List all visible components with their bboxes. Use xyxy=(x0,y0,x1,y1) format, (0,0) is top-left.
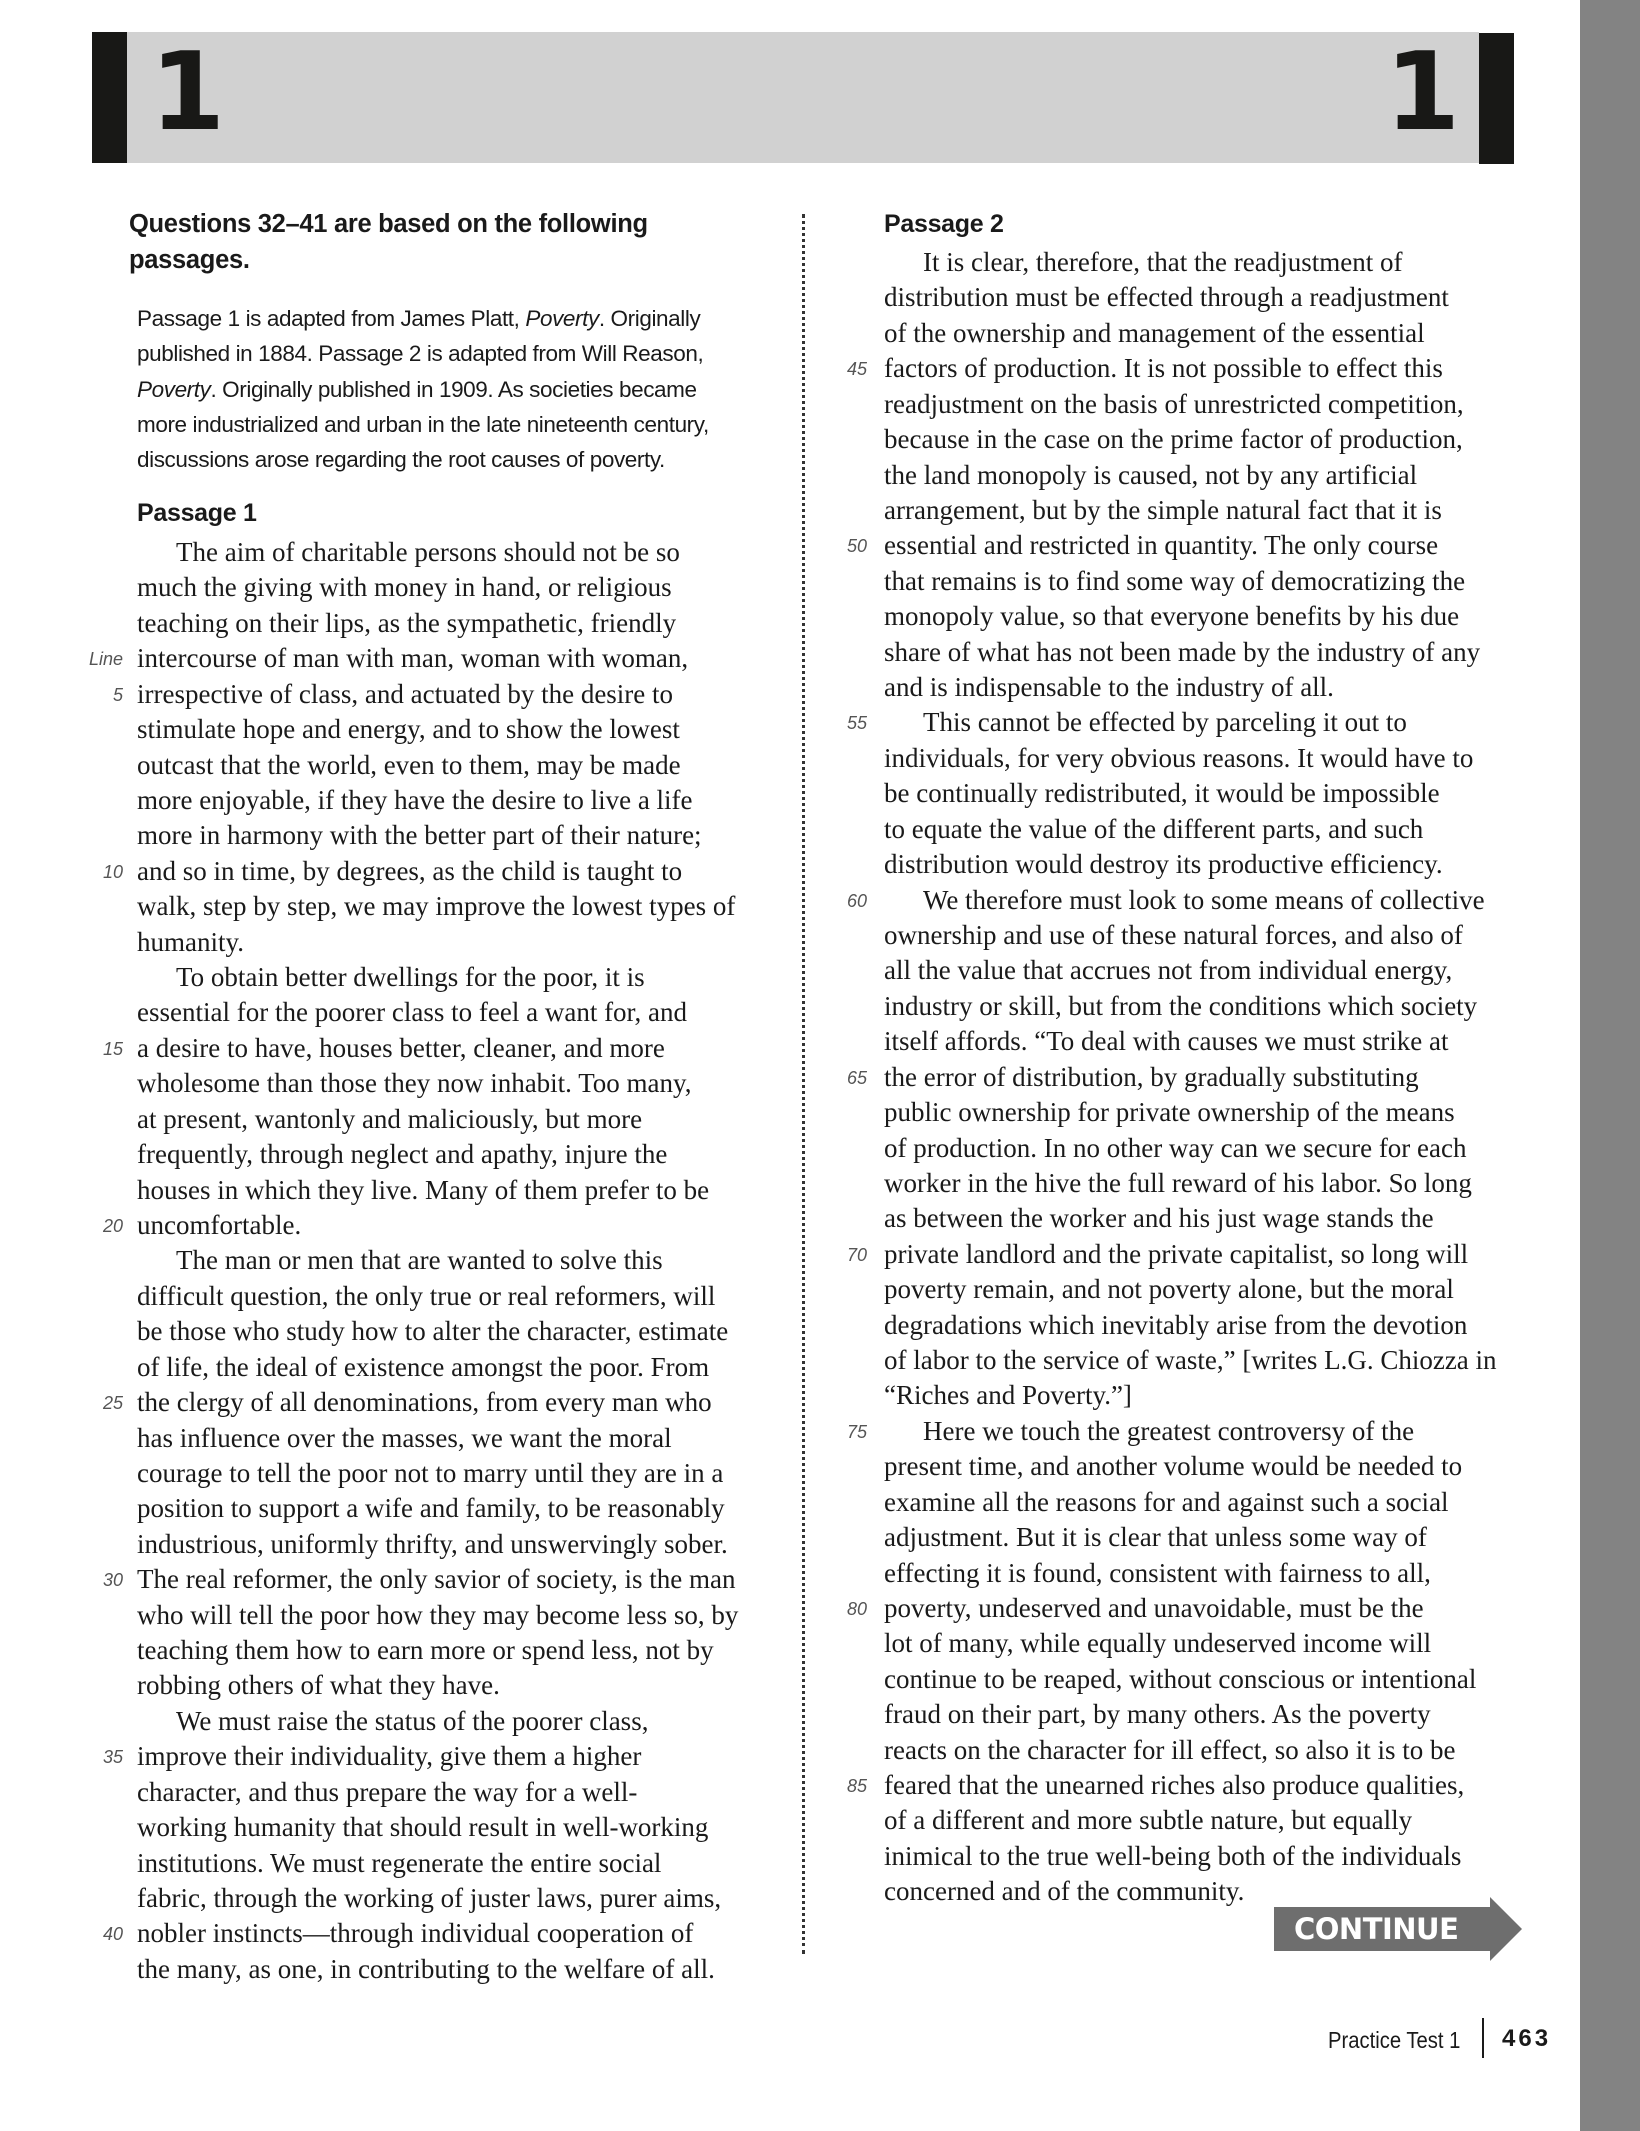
passage-source-note xyxy=(137,301,777,477)
passage-line xyxy=(137,1668,500,1703)
passage-line-text: factors of production. It is not possible to effect this xyxy=(884,353,1443,384)
passage-line-text: industrious, uniformly thrifty, and unswervingly sober. xyxy=(137,1528,728,1559)
passage-line-text: We must raise the status of the poorer class, xyxy=(176,1705,649,1736)
passage-line-text: To obtain better dwellings for the poor, it is xyxy=(176,962,645,993)
passage-line-text: to equate the value of the different parts, and such xyxy=(884,813,1424,844)
passage-line xyxy=(137,1385,712,1420)
source-note-italic-title: Poverty xyxy=(137,376,211,402)
section-header-block-left xyxy=(92,32,127,163)
passage-line-text: The man or men that are wanted to solve this xyxy=(176,1245,663,1276)
passage-line xyxy=(137,818,702,853)
passage-line-text: arrangement, but by the simple natural fact that it is xyxy=(884,494,1442,525)
line-number: 35 xyxy=(102,1747,123,1768)
passage-line-text: readjustment on the basis of unrestricted competition, xyxy=(884,388,1464,419)
source-note-text: more industrialized and urban in the late nineteenth century, xyxy=(137,411,709,437)
passage-line-text: distribution would destroy its productive efficiency. xyxy=(884,849,1443,880)
passage-line xyxy=(884,1131,1467,1166)
passage-line xyxy=(884,1839,1461,1874)
passage-line-text: examine all the reasons for and against such a social xyxy=(884,1486,1449,1517)
passage-line-text: “Riches and Poverty.”] xyxy=(884,1380,1132,1411)
column-divider xyxy=(802,214,805,1954)
section-number-left: 1 xyxy=(150,30,226,155)
passage-line-text: continue to be reaped, without conscious or intentional xyxy=(884,1663,1477,1694)
passage-line-text: character, and thus prepare the way for a well- xyxy=(137,1776,638,1807)
passage-2-heading: Passage 2 xyxy=(884,210,1004,238)
passage-line xyxy=(884,1449,1462,1484)
passage-line-text: teaching them how to earn more or spend less, not by xyxy=(137,1635,714,1666)
passage-line-text: lot of many, while equally undeserved income will xyxy=(884,1628,1432,1659)
line-number: 65 xyxy=(846,1067,867,1088)
passage-line xyxy=(884,1272,1454,1307)
passage-line-text: of life, the ideal of existence amongst the poor. From xyxy=(137,1351,710,1382)
source-note-text: Passage 1 is adapted from James Platt, xyxy=(137,306,526,331)
passage-line xyxy=(884,1803,1412,1838)
passage-line-text: Here we touch the greatest controversy of the xyxy=(923,1415,1415,1446)
passage-line xyxy=(884,528,1438,563)
passage-line xyxy=(137,606,676,641)
passage-line-text: much the giving with money in hand, or religious xyxy=(137,572,672,603)
passage-line xyxy=(884,1556,1431,1591)
passage-line xyxy=(884,953,1452,988)
passage-line xyxy=(884,493,1442,528)
passage-line-text: at present, wantonly and maliciously, but more xyxy=(137,1103,643,1134)
passage-line xyxy=(137,1243,663,1278)
passage-line xyxy=(137,925,244,960)
passage-line xyxy=(884,635,1480,670)
passage-line-text: who will tell the poor how they may become less so, by xyxy=(137,1599,739,1630)
passage-line xyxy=(137,960,645,995)
passage-line xyxy=(884,1662,1476,1697)
passage-line-text: The aim of charitable persons should not be so xyxy=(176,537,680,567)
section-header-block-right xyxy=(1479,33,1514,164)
passage-line-text: frequently, through neglect and apathy, injure the xyxy=(137,1139,668,1170)
passage-line xyxy=(137,1810,708,1845)
line-number: 80 xyxy=(846,1598,867,1619)
passage-line xyxy=(137,1491,725,1526)
passage-line-text: We therefore must look to some means of collective xyxy=(923,884,1485,915)
line-number: 70 xyxy=(846,1244,867,1265)
passage-line xyxy=(884,1166,1472,1201)
passage-line xyxy=(137,712,680,747)
passage-line xyxy=(884,812,1423,847)
passage-line xyxy=(137,677,673,712)
passage-line-text: the error of distribution, by gradually substituting xyxy=(884,1061,1419,1092)
source-note-italic-title: Poverty xyxy=(525,306,599,331)
passage-line-text: private landlord and the private capitalist, so long will xyxy=(884,1238,1469,1269)
passage-line xyxy=(137,1350,709,1385)
source-note-text: published in 1884. Passage 2 is adapted from Will Reason, xyxy=(137,341,704,367)
passage-line xyxy=(884,670,1334,705)
passage-line xyxy=(884,1343,1497,1378)
passage-line-text: present time, and another volume would be needed to xyxy=(884,1451,1463,1482)
passage-line-text: teaching on their lips, as the sympathetic, friendly xyxy=(137,607,677,638)
passage-line-text: irrespective of class, and actuated by the desire to xyxy=(137,678,674,709)
passage-line-text: and so in time, by degrees, as the child is taught to xyxy=(137,855,683,886)
passage-line xyxy=(137,641,688,676)
passage-line-text: nobler instincts—through individual cooperation of xyxy=(137,1918,694,1949)
passage-line-text: It is clear, therefore, that the readjustment of xyxy=(923,247,1403,277)
passage-line-text: of a different and more subtle nature, but equally xyxy=(884,1805,1413,1836)
passage-line-text: of labor to the service of waste,” [writes L.G. Chiozza in xyxy=(884,1345,1497,1376)
source-note-line xyxy=(137,301,777,336)
line-number: 15 xyxy=(102,1038,123,1059)
line-number: 60 xyxy=(846,890,867,911)
passage-line xyxy=(884,458,1417,493)
passage-line-text: humanity. xyxy=(137,926,244,957)
line-number: 10 xyxy=(102,861,123,882)
passage-line xyxy=(884,1024,1448,1059)
passage-line xyxy=(137,854,682,889)
passage-line-text: position to support a wife and family, to be reasonably xyxy=(137,1493,725,1524)
passage-line-text: a desire to have, houses better, cleaner, and more xyxy=(137,1032,665,1063)
passage-line xyxy=(137,1102,642,1137)
source-note-line xyxy=(137,336,777,371)
line-number: 75 xyxy=(846,1421,867,1442)
passage-line xyxy=(884,1378,1132,1413)
passage-line xyxy=(884,316,1425,351)
passage-line-text: ownership and use of these natural forces, and also of xyxy=(884,919,1463,950)
passage-line xyxy=(884,1697,1431,1732)
line-number: 25 xyxy=(102,1393,123,1414)
questions-intro-title: Questions 32–41 are based on the following passages. xyxy=(129,210,648,274)
passage-line xyxy=(137,1562,735,1597)
passage-line-text: be those who study how to alter the character, estimate xyxy=(137,1316,729,1347)
passage-line-text: inimical to the true well-being both of the individuals xyxy=(884,1840,1462,1871)
passage-line xyxy=(884,1095,1455,1130)
passage-line-text: more in harmony with the better part of their nature; xyxy=(137,820,702,851)
passage-line-text: institutions. We must regenerate the entire social xyxy=(137,1847,662,1878)
passage-line-text: essential and restricted in quantity. The only course xyxy=(884,530,1439,561)
passage-line xyxy=(137,1137,667,1172)
source-note-line xyxy=(137,407,777,442)
passage-line-text: feared that the unearned riches also produce qualities, xyxy=(884,1770,1465,1801)
source-note-text: discussions arose regarding the root causes of poverty. xyxy=(137,447,665,473)
passage-line xyxy=(884,387,1464,422)
passage-line-text: itself affords. “To deal with causes we must strike at xyxy=(884,1026,1449,1057)
passage-line xyxy=(884,1060,1419,1095)
passage-line-text: houses in which they live. Many of them prefer to be xyxy=(137,1174,710,1205)
passage-line-text: essential for the poorer class to feel a want for, and xyxy=(137,997,687,1028)
passage-line-text: improve their individuality, give them a higher xyxy=(137,1741,642,1772)
passage-line xyxy=(884,599,1459,634)
line-number: 30 xyxy=(102,1570,123,1591)
passage-line-text: the land monopoly is caused, not by any artificial xyxy=(884,459,1418,490)
passage-line xyxy=(884,1874,1244,1909)
passage-line-text: fraud on their part, by many others. As the poverty xyxy=(884,1699,1431,1730)
passage-line-text: worker in the hive the full reward of his labor. So long xyxy=(884,1167,1472,1198)
passage-line xyxy=(137,1881,721,1916)
passage-line xyxy=(884,989,1477,1024)
passage-line xyxy=(137,1066,692,1101)
passage-line xyxy=(884,918,1463,953)
passage-line-text: monopoly value, so that everyone benefits by his due xyxy=(884,601,1460,632)
passage-line-text: share of what has not been made by the industry of any xyxy=(884,636,1481,667)
passage-1-heading: Passage 1 xyxy=(137,499,257,527)
passage-line-text: because in the case on the prime factor of production, xyxy=(884,424,1463,455)
passage-line xyxy=(137,1846,661,1881)
passage-line xyxy=(884,1485,1449,1520)
passage-line xyxy=(137,1775,637,1810)
passage-line-text: poverty, undeserved and unavoidable, must be the xyxy=(884,1592,1424,1623)
passage-line xyxy=(884,1768,1464,1803)
passage-line-text: difficult question, the only true or real reformers, will xyxy=(137,1280,716,1311)
passage-line-text: of the ownership and management of the essential xyxy=(884,317,1425,348)
section-header-bar xyxy=(127,32,1479,163)
section-number-right: 1 xyxy=(1385,30,1461,155)
passage-line-text: robbing others of what they have. xyxy=(137,1670,500,1701)
line-number: 45 xyxy=(846,359,867,380)
page-edge-tab xyxy=(1580,0,1640,2131)
passage-line xyxy=(884,1414,1414,1449)
passage-line-text: public ownership for private ownership of the means xyxy=(884,1097,1455,1128)
passage-line xyxy=(137,1916,693,1951)
footer-page-number: 463 xyxy=(1502,2025,1552,2052)
passage-line-text: poverty remain, and not poverty alone, but the moral xyxy=(884,1274,1454,1305)
passage-line xyxy=(884,1591,1424,1626)
passage-line xyxy=(137,1952,715,1987)
passage-line xyxy=(137,748,681,783)
footer-separator xyxy=(1482,2018,1484,2058)
passage-line xyxy=(884,351,1443,386)
passage-line-text: stimulate hope and energy, and to show the lowest xyxy=(137,714,680,745)
passage-line-text: concerned and of the community. xyxy=(884,1876,1245,1907)
passage-line-text: intercourse of man with man, woman with woman, xyxy=(137,643,689,674)
passage-line xyxy=(884,1201,1434,1236)
line-number: 40 xyxy=(102,1924,123,1945)
passage-line-text: uncomfortable. xyxy=(137,1209,302,1240)
passage-line xyxy=(884,564,1465,599)
passage-line xyxy=(137,1704,648,1739)
passage-line xyxy=(137,1208,301,1243)
passage-line xyxy=(884,1308,1467,1343)
line-number: Line xyxy=(88,649,123,670)
passage-line xyxy=(884,883,1485,918)
passage-line-text: that remains is to find some way of democratizing the xyxy=(884,565,1466,596)
passage-line-text: more enjoyable, if they have the desire to live a life xyxy=(137,784,693,815)
passage-line-text: industry or skill, but from the conditions which society xyxy=(884,990,1478,1021)
passage-line xyxy=(137,570,672,605)
passage-line-text: as between the worker and his just wage stands the xyxy=(884,1203,1434,1234)
passage-line-text: effecting it is found, consistent with fairness to all, xyxy=(884,1557,1431,1588)
passage-line xyxy=(137,535,680,570)
source-note-text: . Originally published in 1909. As societies became xyxy=(210,376,697,402)
passage-line-text: working humanity that should result in well-working xyxy=(137,1812,709,1843)
passage-line xyxy=(137,1739,641,1774)
passage-line xyxy=(137,1173,709,1208)
passage-line xyxy=(137,995,687,1030)
line-number: 20 xyxy=(102,1215,123,1236)
passage-line xyxy=(884,705,1407,740)
passage-line-text: fabric, through the working of juster laws, purer aims, xyxy=(137,1882,722,1913)
continue-button[interactable] xyxy=(1274,1897,1522,1961)
passage-line-text: courage to tell the poor not to marry until they are in a xyxy=(137,1457,724,1488)
passage-line-text: distribution must be effected through a readjustment xyxy=(884,282,1449,313)
line-number: 5 xyxy=(112,684,123,705)
passage-line xyxy=(137,1421,672,1456)
passage-line xyxy=(884,245,1402,280)
passage-line xyxy=(137,889,735,924)
line-number: 50 xyxy=(846,536,867,557)
passage-line xyxy=(137,783,693,818)
passage-line-text: has influence over the masses, we want the moral xyxy=(137,1422,672,1453)
passage-line-text: the clergy of all denominations, from every man who xyxy=(137,1387,712,1418)
passage-line xyxy=(884,1733,1456,1768)
passage-line-text: the many, as one, in contributing to the welfare of all. xyxy=(137,1953,715,1984)
passage-line-text: walk, step by step, we may improve the lowest types of xyxy=(137,891,736,922)
continue-label: CONTINUE xyxy=(1294,1912,1459,1946)
passage-line xyxy=(137,1314,728,1349)
passage-line xyxy=(137,1279,715,1314)
passage-line-text: The real reformer, the only savior of society, is the man xyxy=(137,1564,736,1595)
passage-line xyxy=(884,1520,1427,1555)
passage-line-text: of production. In no other way can we secure for each xyxy=(884,1132,1467,1163)
passage-line-text: wholesome than those they now inhabit. Too many, xyxy=(137,1068,692,1099)
passage-line xyxy=(884,280,1449,315)
source-note-text: . Originally xyxy=(598,306,701,331)
passage-line-text: degradations which inevitably arise from the devotion xyxy=(884,1309,1468,1340)
passage-line-text: This cannot be effected by parceling it out to xyxy=(923,707,1407,738)
passage-line xyxy=(884,1626,1431,1661)
line-number: 85 xyxy=(846,1776,867,1797)
passage-line xyxy=(137,1456,723,1491)
line-number: 55 xyxy=(846,713,867,734)
passage-line-text: reacts on the character for ill effect, so also it is to be xyxy=(884,1734,1456,1765)
source-note-line xyxy=(137,442,777,477)
passage-line-text: be continually redistributed, it would be impossible xyxy=(884,778,1440,809)
passage-line-text: and is indispensable to the industry of all. xyxy=(884,672,1334,703)
source-note-line xyxy=(137,372,777,407)
passage-line xyxy=(884,422,1463,457)
passage-line-text: individuals, for very obvious reasons. It would have to xyxy=(884,742,1474,773)
passage-line xyxy=(884,776,1440,811)
passage-line-text: outcast that the world, even to them, may be made xyxy=(137,749,681,780)
passage-line xyxy=(137,1527,728,1562)
passage-line xyxy=(884,1237,1468,1272)
passage-line xyxy=(137,1633,714,1668)
passage-line xyxy=(884,847,1443,882)
passage-line-text: all the value that accrues not from individual energy, xyxy=(884,955,1453,986)
passage-line xyxy=(884,741,1473,776)
passage-line xyxy=(137,1031,665,1066)
passage-line-text: adjustment. But it is clear that unless some way of xyxy=(884,1522,1427,1553)
passage-line xyxy=(137,1598,738,1633)
footer-test-label: Practice Test 1 xyxy=(1328,2027,1461,2053)
